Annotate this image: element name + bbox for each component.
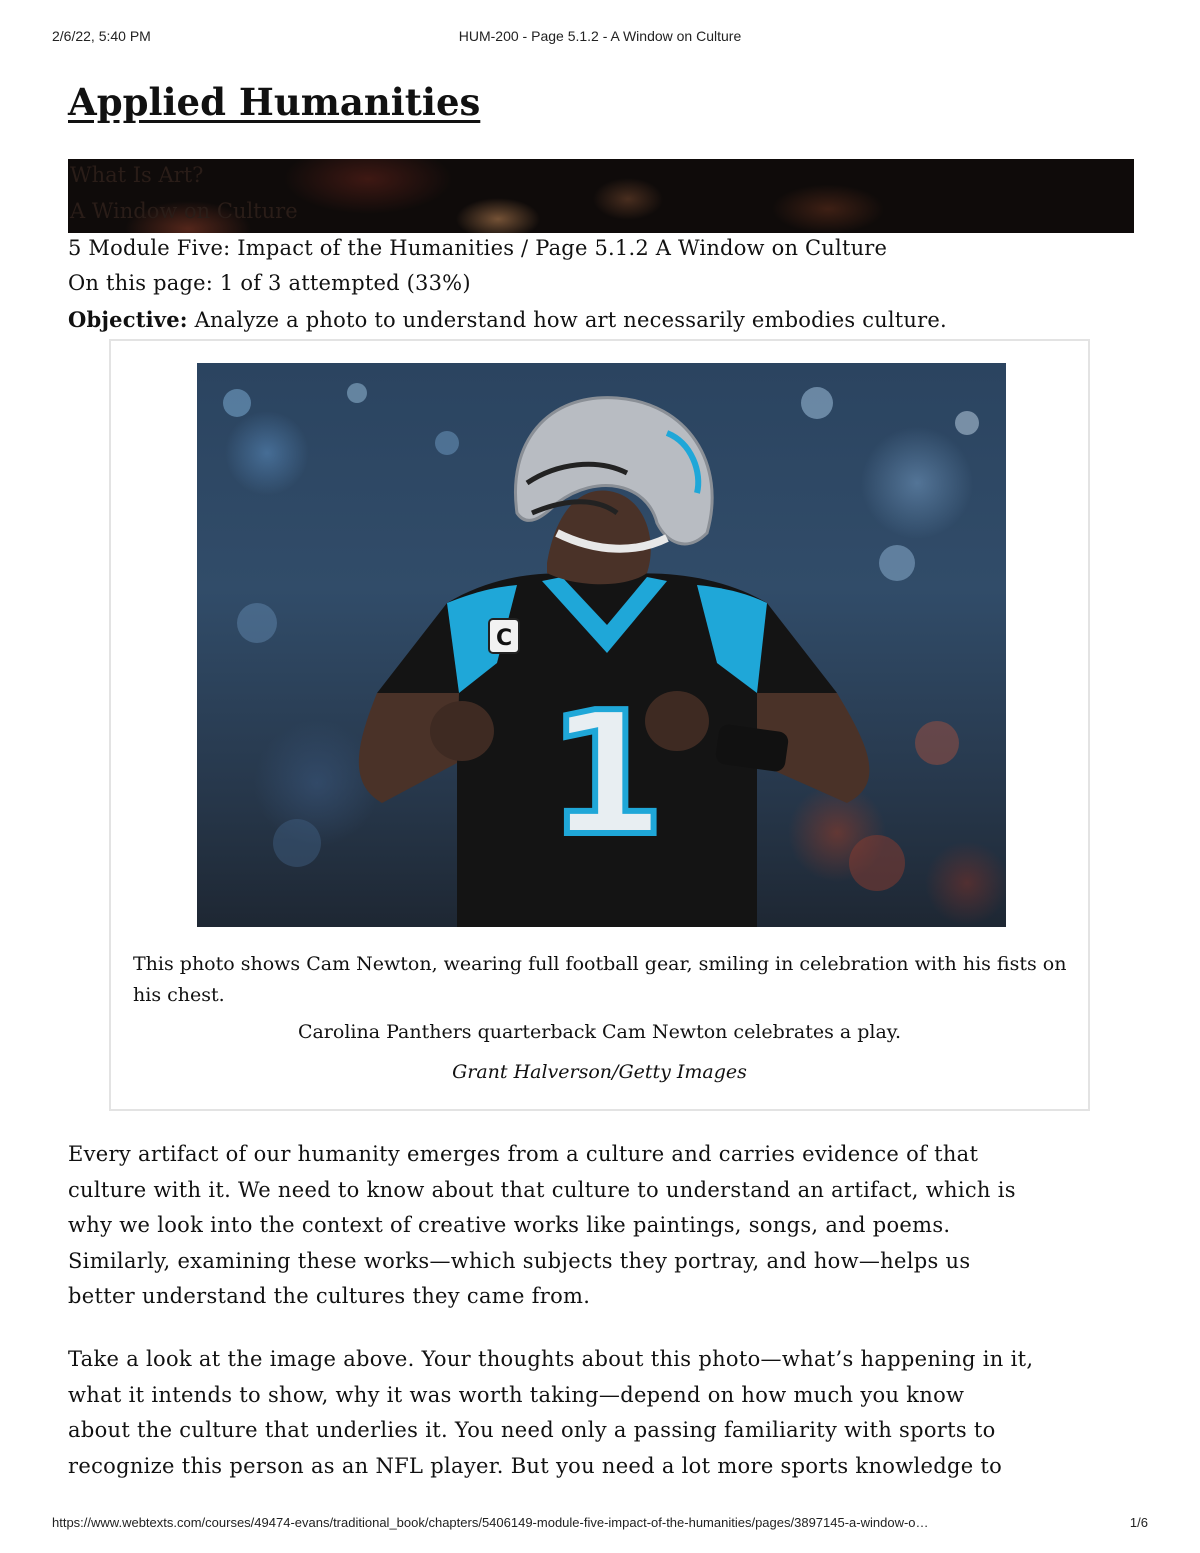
body-paragraph-2 xyxy=(68,1342,1143,1484)
app-title-link[interactable]: Applied Humanities xyxy=(68,80,481,124)
paragraph-line: what it intends to show, why it was worth taking—depend on how much you know xyxy=(68,1382,965,1407)
print-document-title: HUM-200 - Page 5.1.2 - A Window on Culture xyxy=(458,28,742,44)
paragraph-line: recognize this person as an NFL player. But you need a lot more sports knowledge to xyxy=(68,1453,1003,1478)
print-datetime: 2/6/22, 5:40 PM xyxy=(52,28,151,44)
objective-label: Objective: xyxy=(68,307,188,332)
banner-title-line2: A Window on Culture xyxy=(70,199,298,223)
figure xyxy=(109,339,1090,1111)
body-paragraph-1 xyxy=(68,1137,1143,1315)
figure-credit: Grant Halverson/Getty Images xyxy=(452,1061,747,1083)
figure-alt-text: This photo shows Cam Newton, wearing full football gear, smiling in celebration with his fists on his chest. xyxy=(133,953,1067,1006)
print-footer-url: https://www.webtexts.com/courses/49474-evans/traditional_book/chapters/5406149-module-five-impact-of-the-humanities/pages/3897145-a-window-o… xyxy=(52,1515,929,1530)
paragraph-line: better understand the cultures they came from. xyxy=(68,1284,591,1308)
print-page-number: 1/6 xyxy=(1129,1515,1148,1530)
left-fist xyxy=(430,701,494,761)
print-footer xyxy=(52,1515,1148,1535)
progress-text: On this page: 1 of 3 attempted (33%) xyxy=(68,271,471,295)
banner-title-line1: What Is Art? xyxy=(70,163,204,187)
paragraph-line: about the culture that underlies it. You need only a passing familiarity with sports to xyxy=(68,1418,996,1442)
print-header xyxy=(52,28,1148,50)
paragraph-line: Every artifact of our humanity emerges from a culture and carries evidence of that xyxy=(68,1142,979,1166)
player-photo xyxy=(197,363,1006,927)
captain-patch-letter: C xyxy=(496,626,513,651)
objective-text: Analyze a photo to understand how art necessarily embodies culture. xyxy=(187,308,947,332)
objective xyxy=(68,307,947,332)
figure-caption: Carolina Panthers quarterback Cam Newton celebrates a play. xyxy=(297,1021,902,1043)
paragraph-line: Take a look at the image above. Your thoughts about this photo—what’s happening in it, xyxy=(68,1347,1034,1371)
player-photo-illustration xyxy=(197,363,1006,927)
page-banner xyxy=(68,159,1134,233)
jersey-number: 1 xyxy=(547,676,666,874)
breadcrumb[interactable]: 5 Module Five: Impact of the Humanities / Page 5.1.2 A Window on Culture xyxy=(68,236,888,260)
paragraph-line: culture with it. We need to know about that culture to understand an artifact, which is xyxy=(68,1177,1016,1202)
paragraph-line: Similarly, examining these works—which subjects they portray, and how—helps us xyxy=(68,1248,971,1273)
paragraph-line: why we look into the context of creative works like paintings, songs, and poems. xyxy=(68,1213,951,1237)
